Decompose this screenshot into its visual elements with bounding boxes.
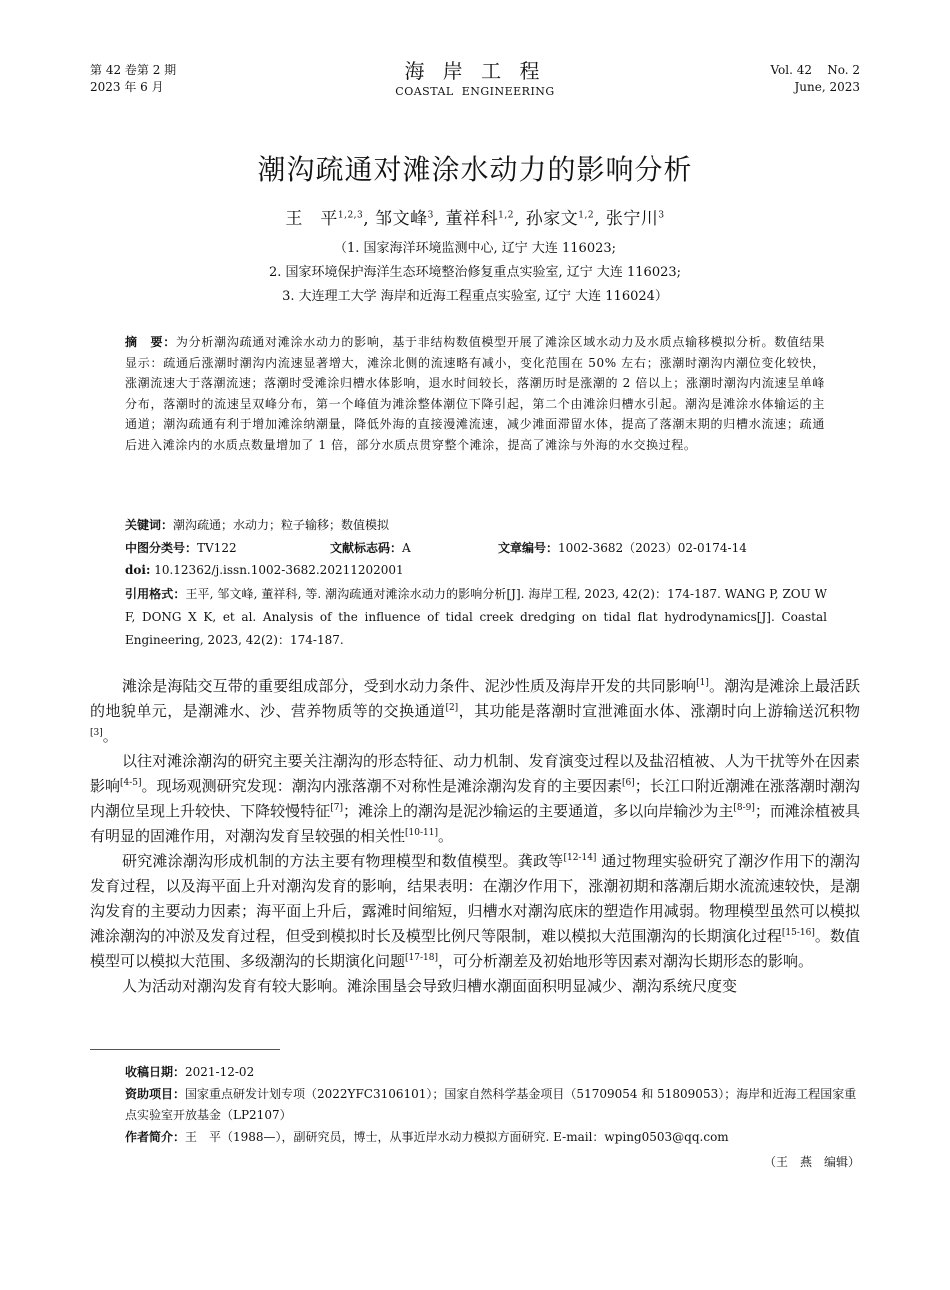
author-affiliation-mark: 1,2,3 xyxy=(337,210,364,221)
reference-citation: [10-11] xyxy=(405,828,438,838)
reference-citation: [7] xyxy=(330,803,343,813)
funding-label: 资助项目： xyxy=(125,1087,186,1101)
article-number-value: 1002-3682（2023）02-0174-14 xyxy=(558,541,747,555)
editor-note: （王 燕 编辑） xyxy=(763,1155,860,1169)
citation xyxy=(125,583,827,652)
body-text xyxy=(90,674,860,999)
author-affiliation-mark: 1,2 xyxy=(578,210,595,221)
body-text-run: ；长江口附近潮滩在涨落潮时潮沟内潮位呈现上升较快、下降较慢特征 xyxy=(90,777,860,820)
paragraph-2 xyxy=(90,749,860,849)
affiliation-3: 3. 大连理工大学 海岸和近海工程重点实验室, 辽宁 大连 116024） xyxy=(282,289,668,304)
doi xyxy=(125,560,835,580)
author-name: 邹文峰 xyxy=(375,209,428,229)
clc-value: TV122 xyxy=(197,541,237,555)
article-number xyxy=(498,538,838,558)
author-separator: , xyxy=(594,209,606,229)
body-text-run: ；而滩涂植被具有明显的固滩作用，对潮沟发育呈较强的相关性 xyxy=(90,802,860,845)
author-name: 王 平 xyxy=(285,209,338,229)
author-name: 孙家文 xyxy=(525,209,579,229)
author-name: 董祥科 xyxy=(445,209,499,229)
body-text-run: 。现场观测研究发现：潮沟内涨落潮不对称性是滩涂潮沟发育的主要因素 xyxy=(141,777,623,795)
reference-citation: [6] xyxy=(622,778,635,788)
author-bio-value: 王 平（1988—），副研究员，博士，从事近岸水动力模拟方面研究. E-mail：wping0503@qq.com xyxy=(185,1130,729,1144)
author-list xyxy=(0,204,950,229)
paper-title: 潮沟疏通对滩涂水动力的影响分析 xyxy=(257,153,693,186)
reference-citation: [4-5] xyxy=(120,778,142,788)
body-text-run: 人为活动对潮沟发育有较大影响。滩涂围垦会导致归槽水潮面面积明显减少、潮沟系统尺度变 xyxy=(122,977,738,995)
author-separator: , xyxy=(363,209,376,229)
doc-code-value: A xyxy=(402,541,411,555)
body-text-run: ，可分析潮差及初始地形等因素对潮沟长期形态的影响。 xyxy=(437,952,813,970)
paragraph-4 xyxy=(90,974,860,999)
affiliation-2: 2. 国家环境保护海洋生态环境整治修复重点实验室, 辽宁 大连 116023; xyxy=(268,265,682,280)
body-text-run: ，其功能是落潮时宣泄滩面水体、涨潮时向上游输送沉积物 xyxy=(458,702,860,720)
body-text-run: 研究滩涂潮沟形成机制的方法主要有物理模型和数值模型。龚政等 xyxy=(122,852,564,870)
received-label: 收稿日期： xyxy=(125,1065,186,1079)
body-text-run: 。潮沟是滩涂上最活跃的地貌单元，是潮滩水、沙、营养物质等的交换通道 xyxy=(90,677,860,720)
reference-citation: [3] xyxy=(90,728,103,738)
author-separator: , xyxy=(433,209,446,229)
reference-citation: [15-16] xyxy=(781,928,815,938)
author-affiliation-mark: 1,2 xyxy=(498,210,514,221)
footnote-funding xyxy=(125,1084,860,1126)
received-value: 2021-12-02 xyxy=(185,1065,255,1079)
keywords-label: 关键词： xyxy=(125,518,174,532)
clc-label: 中图分类号： xyxy=(125,541,198,555)
body-text-run: 以往对滩涂潮沟的研究主要关注潮沟的形态特征、动力机制、发育演变过程以及盐沼植被、人为干扰等外在因素影响 xyxy=(90,752,860,795)
reference-citation: [2] xyxy=(445,703,459,713)
issue-date-en: June, 2023 xyxy=(794,80,860,94)
body-text-run: 。 xyxy=(102,727,118,745)
citation-text: 王平, 邹文峰, 董祥科, 等. 潮沟疏通对滩涂水动力的影响分析[J]. 海岸工程, 2023, 42(2)：174-187. WANG P, ZOU W F, DONG X K, et al. Analysis of the influence of tidal creek dredging on tidal flat hydrodynamics[J]. Coastal Engineering, 2023, 42(2)：174-187. xyxy=(125,587,827,647)
doi-value: 10.12362/j.issn.1002-3682.20211202001 xyxy=(150,563,404,577)
keywords-text: 潮沟疏通；水动力；粒子输移；数值模拟 xyxy=(173,518,390,532)
abstract-text: 为分析潮沟疏通对滩涂水动力的影响，基于非结构数值模型开展了滩涂区域水动力及水质点输移模拟分析。数值结果显示：疏通后涨潮时潮沟内流速显著增大，滩涂北侧的流速略有减小，变化范围在 50% 左右；涨潮时潮沟内潮位变化较快，涨潮流速大于落潮流速；落潮时受滩涂归槽水体影响，退水时间较长，落潮历时是涨潮的 2 倍以上；涨潮时潮沟内流速呈单峰分布，落潮时的流速呈双峰分布，第一个峰值为滩涂整体潮位下降引起，第二个由滩涂归槽水引起。潮沟是滩涂水体输运的主通道；潮沟疏通有利于增加滩涂纳潮量，降低外海的直接漫滩流速，减少滩面滞留水体，提高了落潮末期的归槽水流速；疏通后进入滩涂内的水质点数量增加了 1 倍，部分水质点贯穿整个滩涂，提高了滩涂与外海的水交换过程。 xyxy=(125,335,825,452)
body-text-run: 。数值模型可以模拟大范围、多级潮沟的长期演化问题 xyxy=(90,927,860,970)
reference-citation: [1] xyxy=(696,678,709,688)
body-text-run: 滩涂是海陆交互带的重要组成部分，受到水动力条件、泥沙性质及海岸开发的共同影响 xyxy=(122,677,697,695)
body-text-run: 。 xyxy=(437,827,453,845)
issue-date: 2023 年 6 月 xyxy=(90,80,164,94)
affiliation-1: （1. 国家海洋环境监测中心, 辽宁 大连 116023; xyxy=(333,241,617,256)
doi-label: doi: xyxy=(125,563,151,577)
author-name: 张宁川 xyxy=(605,209,659,229)
doc-code xyxy=(330,538,490,558)
paragraph-3 xyxy=(90,849,860,974)
author-separator: , xyxy=(513,209,526,229)
abstract xyxy=(125,332,825,455)
footnote-divider xyxy=(90,1049,280,1050)
body-text-run: 通过物理实验研究了潮汐作用下的潮沟发育过程，以及海平面上升对潮沟发育的影响，结果表明：在潮汐作用下，涨潮初期和落潮后期水流流速较快，是潮沟发育的主要动力因素；海平面上升后，露滩时间缩短，归槽水对潮沟底床的塑造作用减弱。物理模型虽然可以模拟滩涂潮沟的冲淤及发育过程，但受到模拟时长及模型比例尺等限制，难以模拟大范围潮沟的长期演化过程 xyxy=(90,852,860,945)
footnote-author xyxy=(125,1127,860,1148)
author-affiliation-mark: 3 xyxy=(658,210,665,221)
paragraph-1 xyxy=(90,674,860,749)
footnote-received xyxy=(125,1062,860,1083)
journal-name-cn: 海 岸 工 程 xyxy=(404,59,546,83)
article-number-label: 文章编号： xyxy=(498,541,559,555)
issue-volume: 第 42 卷第 2 期 xyxy=(90,63,177,77)
reference-citation: [17-18] xyxy=(405,953,438,963)
doc-code-label: 文献标志码： xyxy=(330,541,403,555)
citation-label: 引用格式： xyxy=(125,587,186,601)
body-text-run: ；滩涂上的潮沟是泥沙输运的主要通道，多以向岸输沙为主 xyxy=(342,802,734,820)
reference-citation: [12-14] xyxy=(563,853,597,863)
abstract-label: 摘 要： xyxy=(125,335,176,349)
issue-info-en xyxy=(770,62,860,96)
author-bio-label: 作者简介： xyxy=(125,1130,186,1144)
reference-citation: [8-9] xyxy=(733,803,755,813)
author-affiliation-mark: 3 xyxy=(427,210,434,221)
journal-name-en: COASTAL ENGINEERING xyxy=(395,85,555,98)
keywords xyxy=(125,515,835,535)
issue-volume-en: Vol. 42 No. 2 xyxy=(770,63,860,77)
funding-value: 国家重点研发计划专项（2022YFC3106101）；国家自然科学基金项目（51709054 和 51809053）；海岸和近海工程国家重点实验室开放基金（LP2107） xyxy=(125,1087,857,1122)
